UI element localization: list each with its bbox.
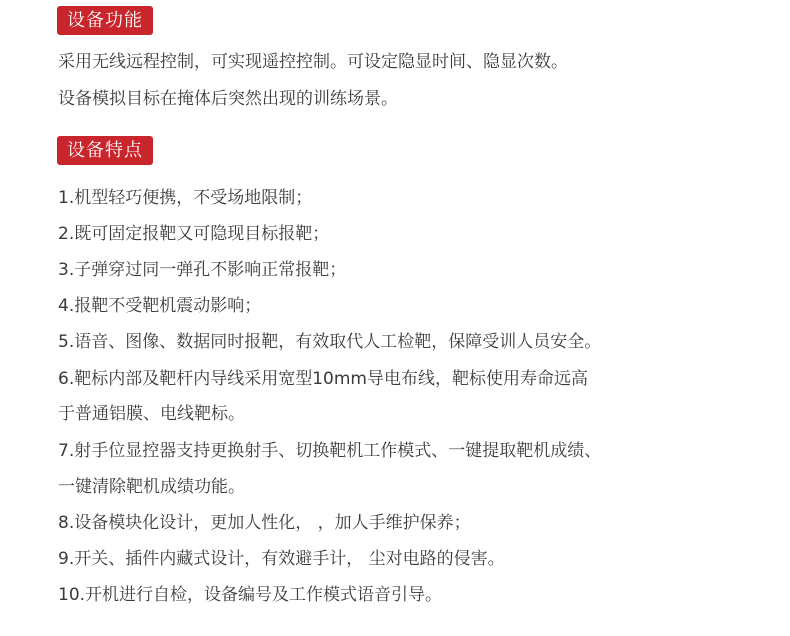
section-heading-function: 设备功能: [57, 6, 153, 35]
feature-line: 5.语音、图像、数据同时报靶，有效取代人工检靶，保障受训人员安全。: [58, 332, 602, 352]
feature-line: 于普通铝膜、电线靶标。: [58, 404, 245, 424]
section-heading-features: 设备特点: [57, 136, 153, 165]
feature-line: 2.既可固定报靶又可隐现目标报靶；: [58, 224, 330, 244]
feature-line: 8.设备模块化设计，更加人性化， ，加人手维护保养；: [58, 513, 471, 533]
feature-line: 9.开关、插件内藏式设计，有效避手计， 尘对电路的侵害。: [58, 549, 505, 569]
feature-line: 10.开机进行自检，设备编号及工作模式语音引导。: [58, 585, 443, 605]
feature-line: 7.射手位显控器支持更换射手、切换靶机工作模式、一键提取靶机成绩、: [58, 441, 602, 461]
feature-line: 4.报靶不受靶机震动影响；: [58, 296, 262, 316]
feature-line: 1.机型轻巧便携，不受场地限制；: [58, 188, 313, 208]
feature-line: 6.靶标内部及靶杆内导线采用宽型10mm导电布线，靶标使用寿命远高: [58, 369, 588, 389]
function-line-2: 设备模拟目标在掩体后突然出现的训练场景。: [58, 89, 398, 109]
function-line-1: 采用无线远程控制，可实现遥控控制。可设定隐显时间、隐显次数。: [58, 52, 568, 72]
feature-line: 3.子弹穿过同一弹孔不影响正常报靶；: [58, 260, 347, 280]
feature-line: 一键清除靶机成绩功能。: [58, 477, 245, 497]
